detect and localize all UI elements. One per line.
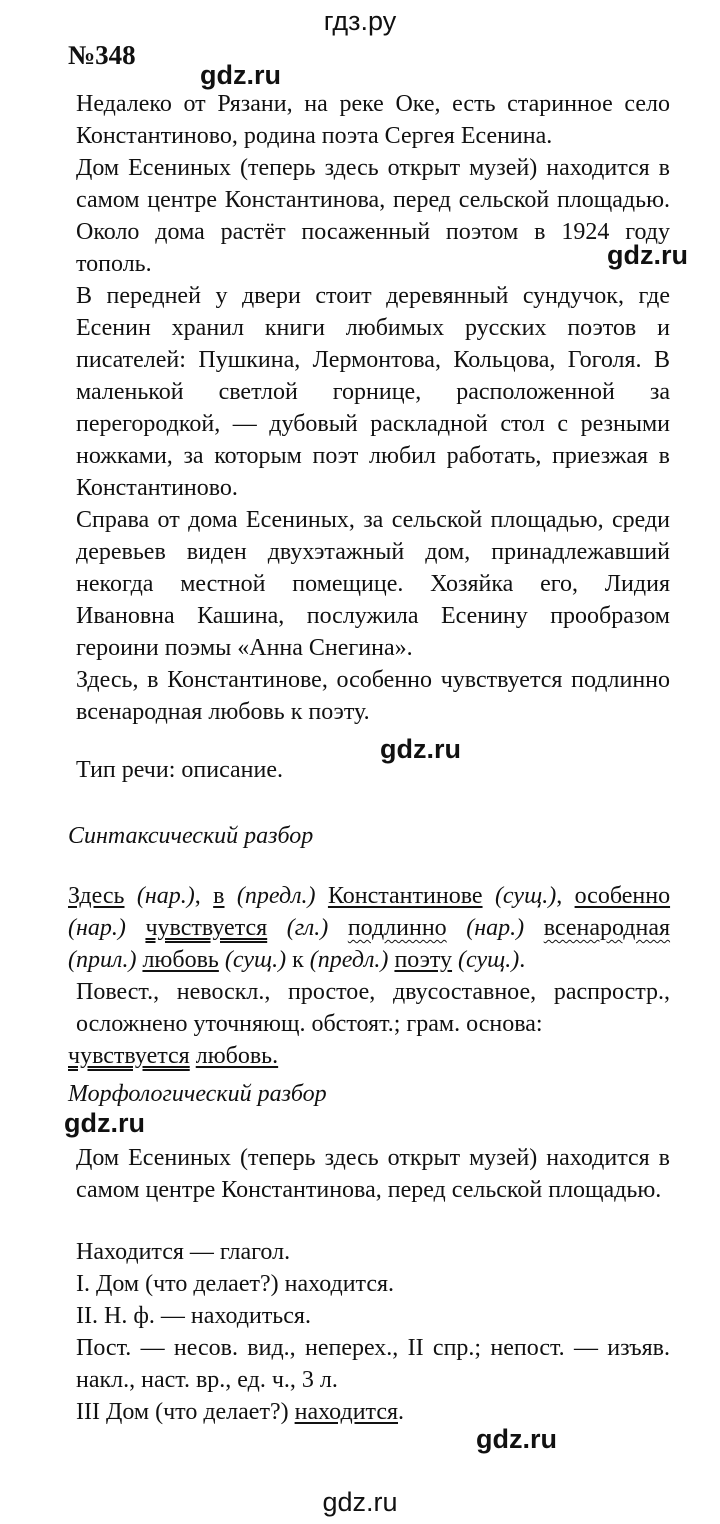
- watermark: gdz.ru: [607, 240, 688, 270]
- word-noun-2: поэту: [394, 947, 453, 973]
- watermark: gdz.ru: [380, 734, 461, 764]
- word-adverb-1: Здесь: [68, 883, 125, 909]
- grammar-base-subject: любовь.: [195, 1043, 279, 1069]
- paragraph-3: В передней у двери стоит деревянный сундучок, где Есенин хранил книги любимых русских поэтов и писателей: Пушкина, Лермонтова, Кольцова, Гоголя. В маленькой светлой горнице, расположенной за перегородкой, — дубовый раскладной стол с резными ножками, за которым поэт любил работать, приезжая в Константиново.: [76, 283, 670, 501]
- paragraph-2: Дом Есениных (теперь здесь открыт музей) находится в самом центре Константинова, перед сельской площадью. Около дома растёт посаженный поэтом в 1924 году тополь.: [76, 155, 670, 277]
- morph-line-3: II. Н. ф. — находиться.: [76, 1303, 311, 1329]
- morph-line-5-text: III Дом (что делает?): [76, 1399, 289, 1425]
- site-header: гдз.ру: [323, 6, 397, 36]
- morph-analysis: [68, 1142, 670, 1428]
- morph-line-4: Пост. — несов. вид., неперех., II спр.; непост. — изъяв. накл., наст. вр., ед. ч., 3 л.: [76, 1335, 670, 1393]
- speech-type: [68, 754, 670, 786]
- watermark: gdz.ru: [64, 1108, 145, 1138]
- watermark: gdz.ru: [200, 60, 281, 90]
- grammar-base-predicate: чувствуется: [68, 1043, 190, 1069]
- tag: (сущ.): [224, 947, 287, 973]
- syntax-heading-text: Синтаксический разбор: [68, 823, 314, 849]
- morph-line-5: [68, 1396, 670, 1428]
- tag: (предл.): [309, 947, 389, 973]
- paragraph-1: Недалеко от Рязани, на реке Оке, есть старинное село Константиново, родина поэта Сергея Есенина.: [76, 91, 670, 149]
- word-predicate: чувствуется: [145, 915, 268, 941]
- word-subject: любовь: [142, 947, 219, 973]
- syntax-heading: [68, 820, 670, 852]
- tag: (нар.): [136, 883, 195, 909]
- morph-heading-text: Морфологический разбор: [68, 1081, 327, 1107]
- task-number: №348: [68, 40, 136, 70]
- morph-sentence: Дом Есениных (теперь здесь открыт музей) находится в самом центре Константинова, перед сельской площадью.: [76, 1145, 670, 1203]
- tag: (предл.): [236, 883, 316, 909]
- syntax-analysis: [68, 880, 670, 1072]
- site-footer: gdz.ru: [322, 1487, 398, 1517]
- tag: (прил.): [68, 947, 137, 973]
- morph-line-5-end: .: [398, 1399, 405, 1425]
- watermark: gdz.ru: [476, 1424, 557, 1454]
- tag: (нар.): [68, 915, 126, 941]
- word-preposition-1: в: [213, 883, 225, 909]
- tag: (сущ.): [494, 883, 557, 909]
- word-adjective: всенародная: [543, 915, 671, 941]
- word-adverb-3: подлинно: [347, 915, 447, 941]
- syntax-parsed-sentence: Здесь (нар.), в (предл.) Константинове (сущ.), особенно (нар.) чувствуется (гл.) подлинно (нар.) всенародная (прил.) любовь (сущ.) к (предл.) поэту (сущ.).: [68, 883, 671, 973]
- word-preposition-2: к: [292, 947, 304, 973]
- word-noun-1: Константинове: [327, 883, 483, 909]
- tag: (сущ.): [458, 947, 520, 973]
- paragraph-5: Здесь, в Константинове, особенно чувствуется подлинно всенародная любовь к поэту.: [76, 667, 670, 725]
- syntax-description: Повест., невоскл., простое, двусоставное, распростр., осложнено уточняющ. обстоят.; грам. основа:: [76, 979, 670, 1037]
- word-adverb-2: особенно: [574, 883, 671, 909]
- morph-line-5-verb: находится: [294, 1399, 399, 1425]
- speech-type-text: Тип речи: описание.: [76, 757, 284, 783]
- paragraph-4: Справа от дома Есениных, за сельской площадью, среди деревьев виден двухэтажный дом, принадлежавший некогда местной помещице. Хозяйка его, Лидия Ивановна Кашина, послужила Есенину прообразом героини поэмы «Анна Снегина».: [76, 507, 670, 661]
- morph-line-2: I. Дом (что делает?) находится.: [76, 1271, 395, 1297]
- tag: (нар.): [466, 915, 525, 941]
- grammar-base: [68, 1040, 670, 1072]
- morph-line-1: Находится — глагол.: [76, 1239, 291, 1265]
- tag: (гл.): [286, 915, 329, 941]
- morph-heading: [68, 1078, 670, 1110]
- main-text: [68, 88, 670, 728]
